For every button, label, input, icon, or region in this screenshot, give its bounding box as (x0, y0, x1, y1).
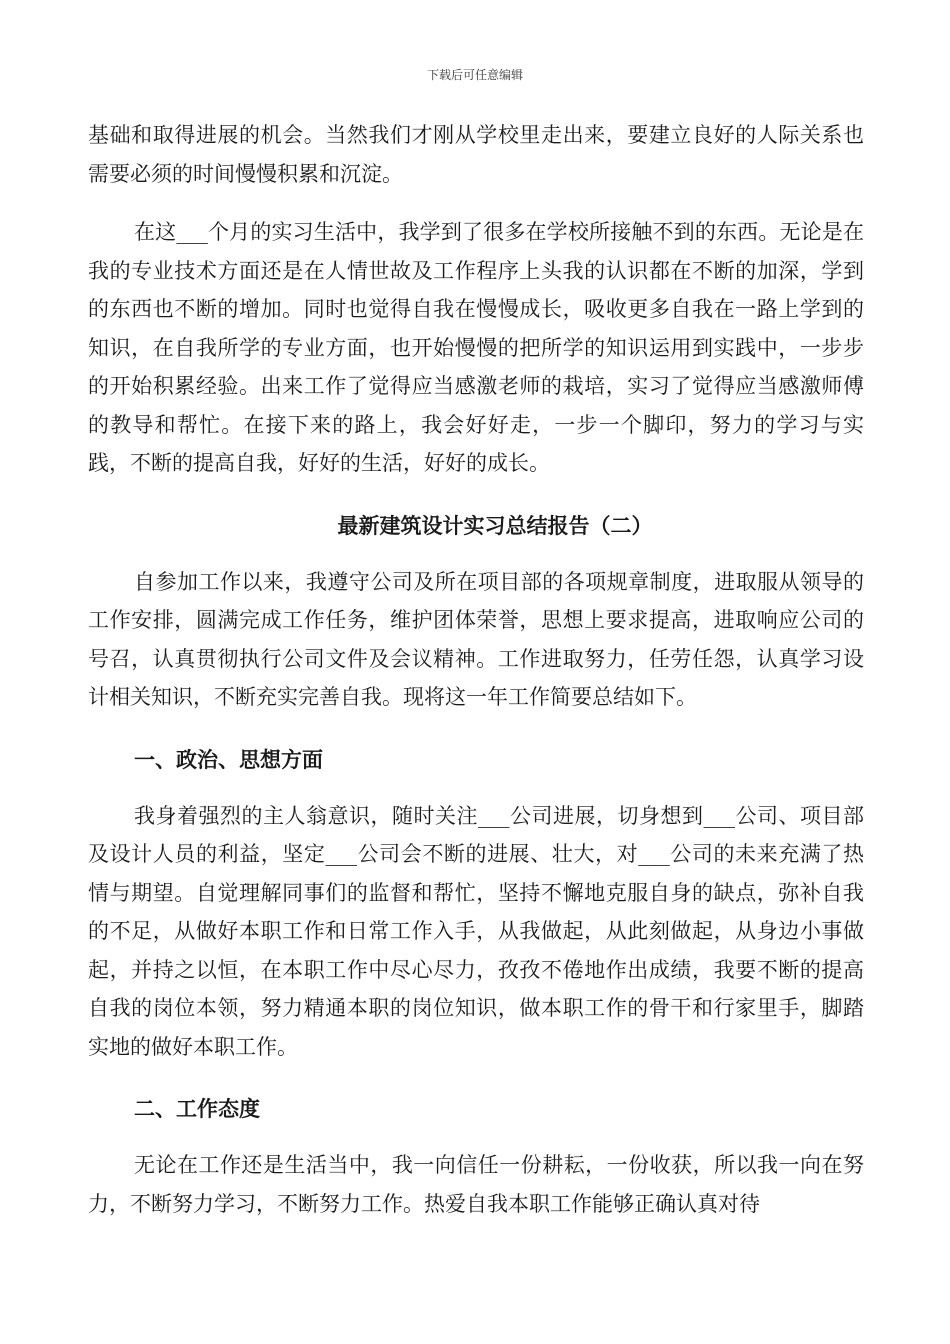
page-header: 下载后可任意编辑 (426, 68, 523, 82)
section-heading-politics: 一、政治、思想方面 (134, 746, 323, 772)
paragraph-continuation: 基础和取得进展的机会。当然我们才刚从学校里走出来，要建立良好的人际关系也需要必须的时间慢慢积累和沉淀。 (88, 123, 864, 186)
document-title: 最新建筑设计实习总结报告（二） (337, 512, 653, 538)
paragraph-politics: 我身着强烈的主人翁意识，随时关注___公司进展，切身想到___公司、项目部及设计人员的利益，坚定___公司会不断的进展、壮大，对___公司的未来充满了热情与期望。自觉理解同事们的监督和帮忙，坚持不懈地克服自身的缺点，弥补自我的不足，从做好本职工作和日常工作入手，从我做起，从此刻做起，从身边小事做起，并持之以恒，在本职工作中尽心尽力，孜孜不倦地作出成绩，我要不断的提高自我的岗位本领，努力精通本职的岗位知识，做本职工作的骨干和行家里手，脚踏实地的做好本职工作。 (88, 803, 864, 1059)
section-heading-attitude: 二、工作态度 (134, 1096, 260, 1121)
paragraph-intro: 自参加工作以来，我遵守公司及所在项目部的各项规章制度，进取服从领导的工作安排，圆满完成工作任务，维护团体荣誉，思想上要求提高，进取响应公司的号召，认真贯彻执行公司文件及会议精神。工作进取努力，任劳任怨，认真学习设计相关知识，不断充实完善自我。现将这一年工作简要总结如下。 (88, 569, 864, 709)
paragraph-internship-summary: 在这___个月的实习生活中，我学到了很多在学校所接触不到的东西。无论是在我的专业技术方面还是在人情世故及工作程序上头我的认识都在不断的加深，学到的东西也不断的增加。同时也觉得自我在慢慢成长，吸收更多自我在一路上学到的知识，在自我所学的专业方面，也开始慢慢的把所学的知识运用到实践中，一步步的开始积累经验。出来工作了觉得应当感激老师的栽培，实习了觉得应当感激师傅的教导和帮忙。在接下来的路上，我会好好走，一步一个脚印，努力的学习与实践，不断的提高自我，好好的生活，好好的成长。 (88, 220, 864, 475)
document-body (88, 116, 864, 1223)
paragraph-attitude: 无论在工作还是生活当中，我一向信任一份耕耘，一份收获，所以我一向在努力，不断努力学习，不断努力工作。热爱自我本职工作能够正确认真对待 (88, 1153, 864, 1216)
